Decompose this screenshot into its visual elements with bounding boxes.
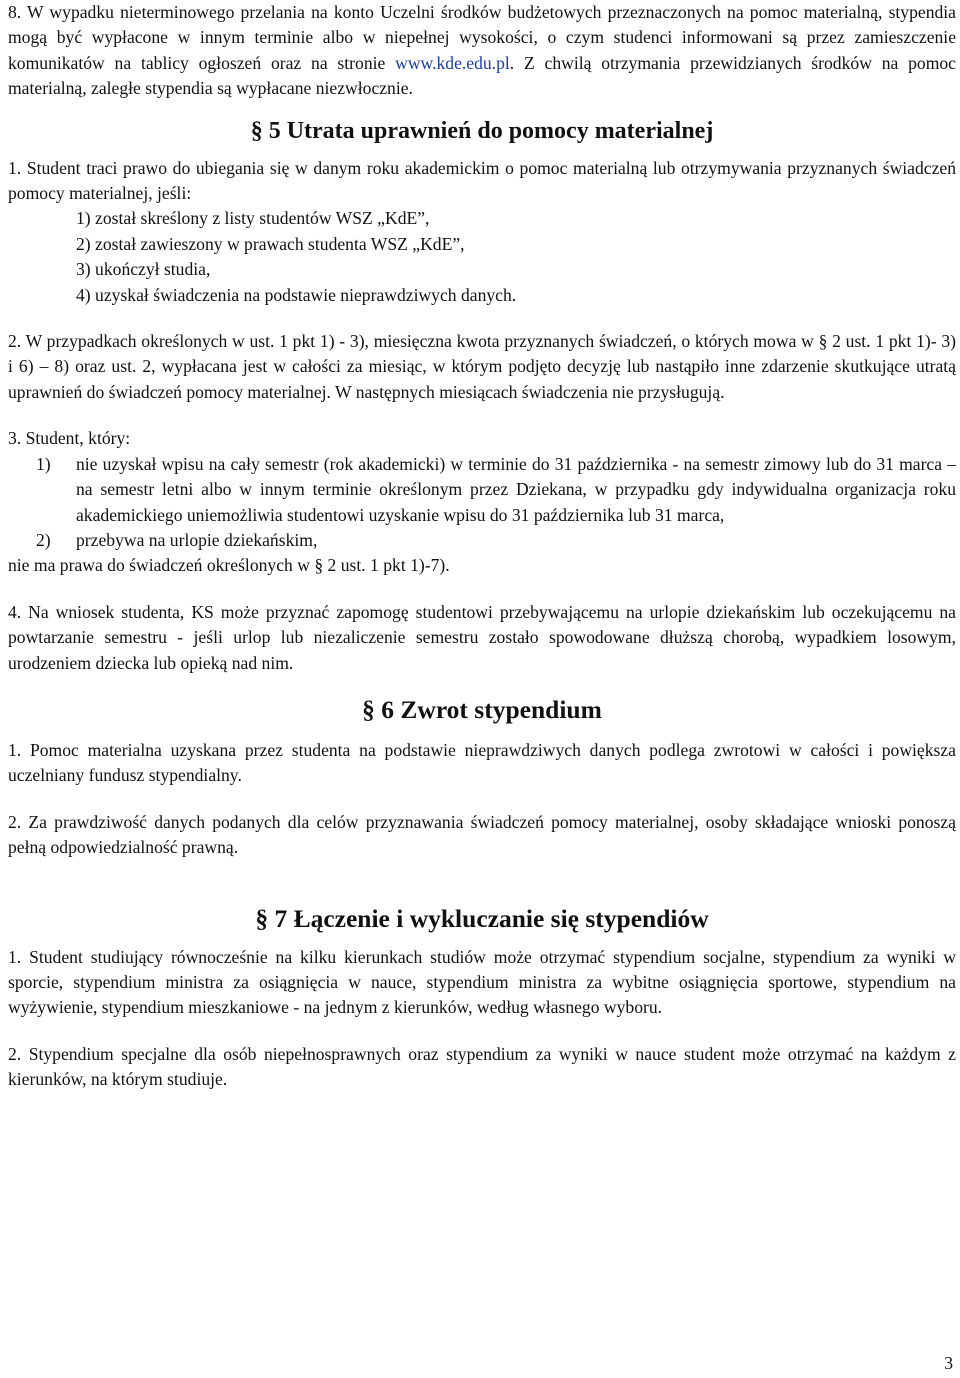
- website-link[interactable]: www.kde.edu.pl: [395, 52, 510, 73]
- section-6-heading: § 6 Zwrot stypendium: [362, 694, 602, 724]
- spacer: [8, 405, 956, 426]
- section-5-heading: § 5 Utrata uprawnień do pomocy materialnej: [250, 117, 714, 144]
- paragraph-8-text-end: . Z chwilą otrzymania przewidzianych środków na pomoc materialną, zaległe stypendia są wypłacane niezwłocznie.: [8, 52, 956, 99]
- spacer: [8, 1021, 956, 1042]
- list-item: 2) został zawieszony w prawach studenta WSZ „KdE”,: [76, 233, 465, 254]
- section-5-paragraph-2: 2. W przypadkach określonych w ust. 1 pkt 1) - 3), miesięczna kwota przyznanych świadczeń, o których mowa w § 2 ust. 1 pkt 1)- 3) i 6) – 8) oraz ust. 2, wypłacana jest w całości za miesiąc, w którym podjęto decyzję lub nastąpiło inne zdarzenie skutkujące utratą uprawnień do świadczeń pomocy materialnej. W następnych miesiącach świadczenia nie przysługują.: [8, 331, 956, 402]
- list-item-text: nie uzyskał wpisu na cały semestr (rok akademicki) w terminie do 31 października - na semestr zimowy lub do 31 marca – na semestr letni albo w innym terminie określonym przez Dziekana, w przypadku gdy indywidualna organizacja roku akademickiego uniemożliwia studentowi uzyskanie wpisu do 31 października lub 31 marca,: [76, 453, 956, 525]
- list-item: 4) uzyskał świadczenia na podstawie nieprawdziwych danych.: [76, 284, 517, 305]
- list-item: [8, 452, 956, 528]
- list-item-number: 2): [36, 529, 51, 550]
- paragraph-8-text: 8. W wypadku nieterminowego przelania na konto Uczelni środków budżetowych przeznaczonych na pomoc materialną, stypendia mogą być wypłacone w innym terminie albo w niepełnej wysokości, o czym studenci informowani są przez zamieszczenie komunikatów na tablicy ogłoszeń oraz na stronie: [8, 2, 956, 73]
- section-5-paragraph-3-intro: 3. Student, który:: [8, 428, 131, 449]
- section-7-paragraph-2: 2. Stypendium specjalne dla osób niepełnosprawnych oraz stypendium za wyniki w nauce student może otrzymać na każdym z kierunków, na którym studiuje.: [8, 1043, 956, 1090]
- section-5-paragraph-1: 1. Student traci prawo do ubiegania się w danym roku akademickim o pomoc materialną lub otrzymywania przyznanych świadczeń pomocy materialnej, jeśli:: [8, 157, 956, 204]
- section-7-heading: § 7 Łączenie i wykluczanie się stypendiów: [255, 903, 709, 933]
- list-item: [8, 528, 956, 553]
- paragraph-8: [8, 0, 956, 102]
- spacer: [8, 579, 956, 600]
- section-5-paragraph-3-outro: nie ma prawa do świadczeń określonych w § 2 ust. 1 pkt 1)-7).: [8, 555, 450, 576]
- list-item-number: 1): [36, 453, 51, 474]
- section-7-paragraph-1: 1. Student studiujący równocześnie na kilku kierunkach studiów może otrzymać stypendium socjalne, stypendium za wyniki w sporcie, stypendium ministra za osiągnięcia w nauce, stypendium ministra za wybitne osiągnięcia sportowe, stypendium na wyżywienie, stypendium mieszkaniowe - na jednym z kierunków, według własnego wyboru.: [8, 946, 956, 1018]
- spacer: [8, 308, 956, 329]
- section-5-student-list: [8, 452, 956, 554]
- document-page: [8, 0, 956, 1093]
- list-item-text: przebywa na urlopie dziekańskim,: [76, 529, 318, 550]
- list-item: 3) ukończył studia,: [76, 259, 211, 280]
- section-5-loss-list: [8, 206, 956, 308]
- list-item: 1) został skreślony z listy studentów WSZ „KdE”,: [76, 208, 430, 229]
- section-6-paragraph-2: 2. Za prawdziwość danych podanych dla celów przyznawania świadczeń pomocy materialnej, osoby składające wnioski ponoszą pełną odpowiedzialność prawną.: [8, 811, 956, 858]
- page-number: 3: [944, 1353, 953, 1373]
- spacer: [8, 789, 956, 810]
- section-6-paragraph-1: 1. Pomoc materialna uzyskana przez studenta na podstawie nieprawdziwych danych podlega zwrotowi w całości i powiększa uczelniany fundusz stypendialny.: [8, 739, 956, 786]
- section-5-paragraph-4: 4. Na wniosek studenta, KS może przyznać zapomogę studentowi przebywającemu na urlopie dziekańskim lub oczekującemu na powtarzanie semestru - jeśli urlop lub niezaliczenie semestru zostało spowodowane dłuższą chorobą, wypadkiem losowym, urodzeniem dziecka lub opieką nad nim.: [8, 601, 956, 673]
